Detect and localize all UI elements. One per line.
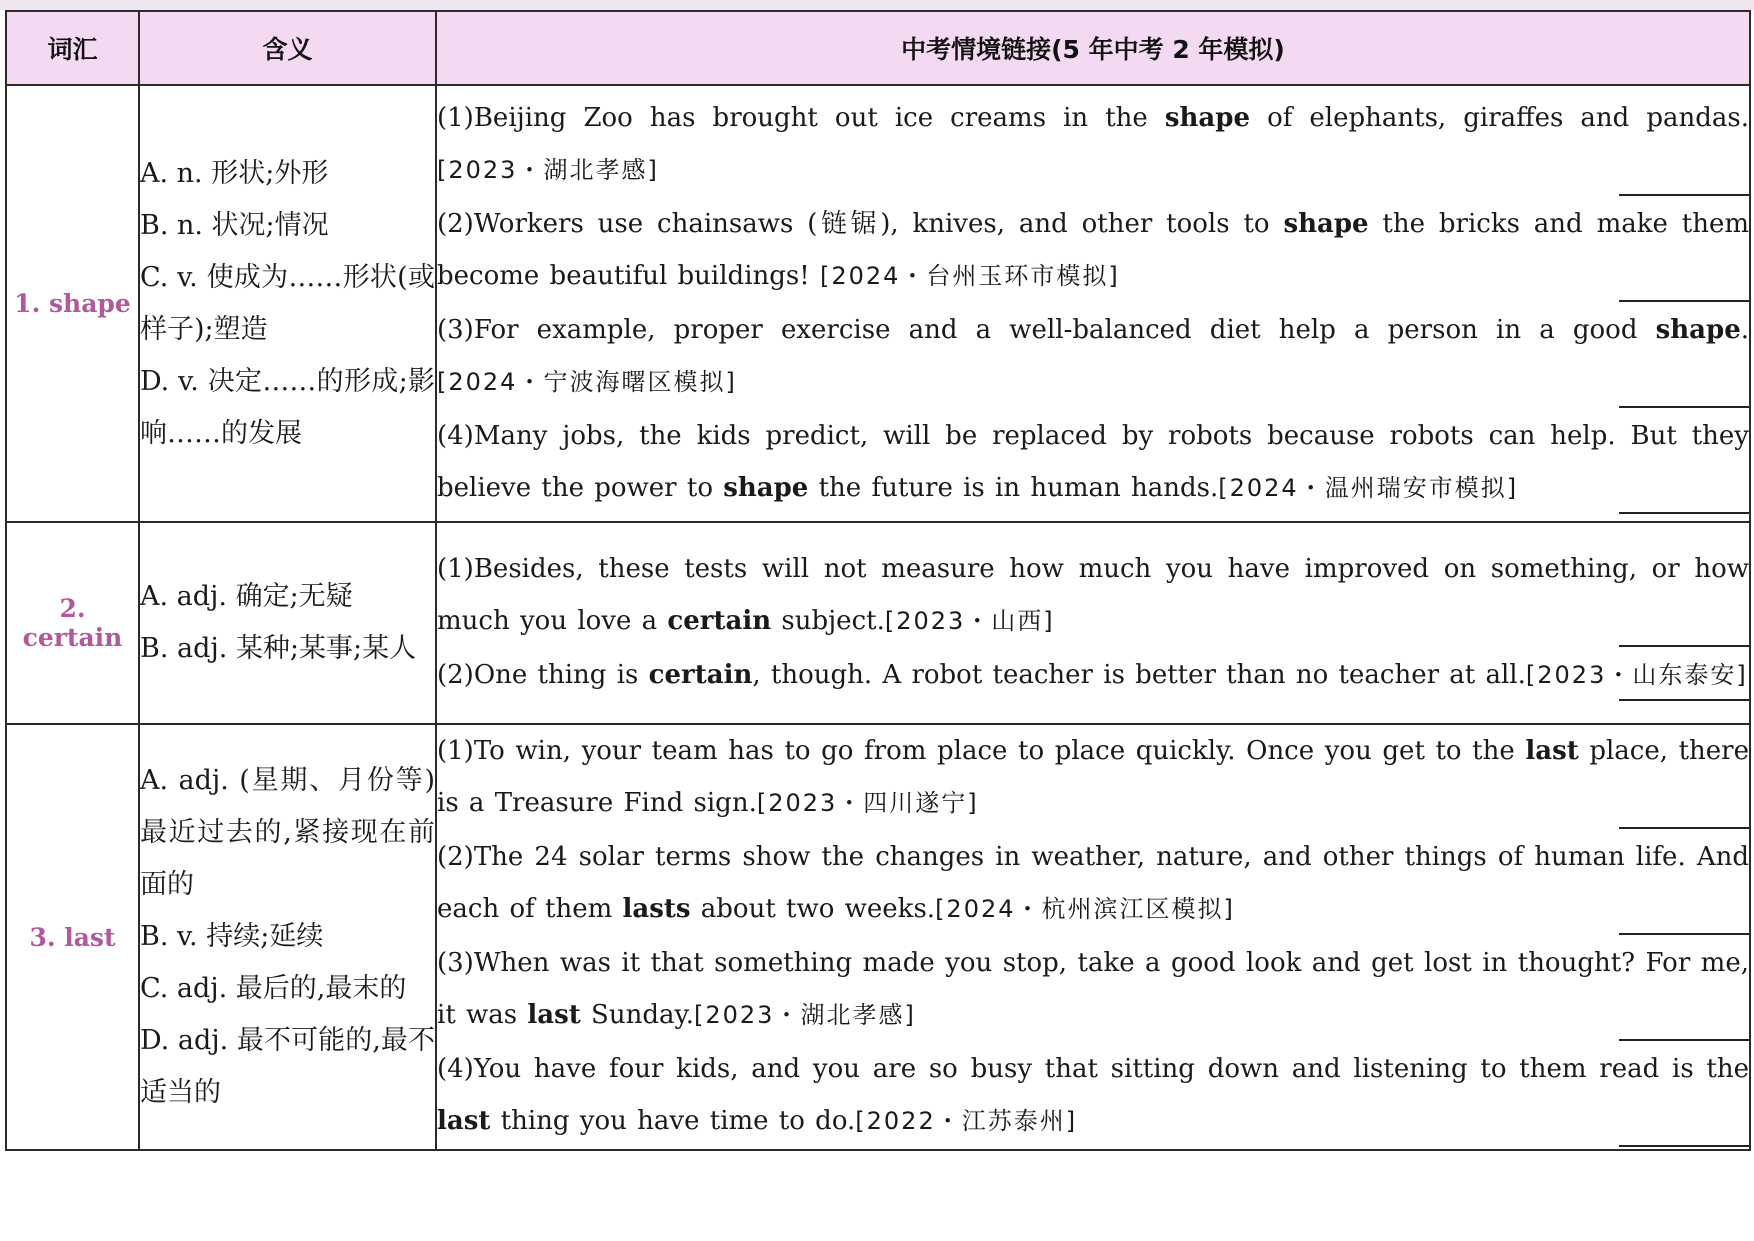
example-sentence	[437, 410, 1749, 514]
keyword: last	[437, 1106, 491, 1136]
example-text: .	[1740, 314, 1749, 345]
answer-blank[interactable]	[1619, 512, 1749, 514]
example-text: about two weeks.	[690, 894, 936, 924]
examples-cell	[436, 85, 1750, 522]
keyword: shape	[1655, 314, 1741, 345]
example-sentence	[437, 831, 1749, 935]
keyword: shape	[1283, 208, 1369, 239]
example-sentence	[437, 1043, 1749, 1147]
meaning-item: B. n. 状况;情况	[140, 209, 329, 241]
keyword: shape	[1164, 102, 1250, 133]
table-row	[6, 724, 1750, 1150]
meaning-item: A. adj. 确定;无疑	[140, 581, 353, 612]
source-tag: [2023・山西]	[884, 607, 1055, 635]
example-text: (2)The 24 solar terms show the changes in weather, nature, and other things of human life. And each of them	[437, 842, 1749, 924]
word-cell: 1. shape	[6, 85, 139, 522]
examples-cell	[436, 724, 1750, 1150]
header-row	[6, 11, 1750, 85]
source-tag: [2022・江苏泰州]	[855, 1107, 1078, 1135]
example-sentence	[437, 937, 1749, 1041]
meaning-item: D. v. 决定……的形成;影响……的发展	[140, 365, 435, 449]
word-cell: 3. last	[6, 724, 139, 1150]
answer-blank[interactable]	[1619, 645, 1749, 647]
example-text: of elephants, giraffes and pandas.	[1250, 102, 1750, 133]
meaning-cell	[139, 522, 436, 724]
example-text: Sunday.	[580, 1000, 694, 1030]
example-sentence	[437, 725, 1749, 829]
meaning-item: C. v. 使成为……形状(或样子);塑造	[140, 261, 435, 345]
example-text: place, there is a Treasure Find sign.	[437, 736, 1749, 818]
example-text: (4)You have four kids, and you are so busy that sitting down and listening to them read is the	[437, 1054, 1749, 1084]
header-meaning: 含义	[139, 11, 436, 85]
top-strip	[0, 0, 1754, 10]
meaning-cell	[139, 85, 436, 522]
answer-blank[interactable]	[1619, 827, 1749, 829]
example-text: the future is in human hands.	[808, 472, 1219, 503]
source-tag: [2023・湖北孝感]	[437, 155, 659, 184]
source-tag: [2024・杭州滨江区模拟]	[935, 895, 1235, 923]
example-text: (3)For example, proper exercise and a well-balanced diet help a person in a good	[437, 314, 1656, 345]
vocabulary-table	[5, 10, 1751, 1151]
source-tag: [2024・温州瑞安市模拟]	[1218, 473, 1519, 502]
meaning-item: A. adj. (星期、月份等)最近过去的,紧接现在前面的	[140, 765, 435, 900]
keyword: lasts	[622, 894, 691, 924]
table-row	[6, 85, 1750, 522]
example-sentence	[437, 649, 1749, 701]
example-text: thing you have time to do.	[490, 1106, 856, 1136]
example-text: the bricks and make them become beautiful buildings!	[437, 208, 1749, 291]
answer-blank[interactable]	[1619, 1145, 1749, 1147]
example-text: (4)Many jobs, the kids predict, will be replaced by robots because robots can help. But they believe the power to	[437, 420, 1749, 503]
answer-blank[interactable]	[1619, 406, 1749, 408]
examples-cell	[436, 522, 1750, 724]
answer-blank[interactable]	[1619, 194, 1749, 196]
source-tag: [2024・台州玉环市模拟]	[819, 261, 1120, 290]
example-sentence	[437, 198, 1749, 302]
meaning-item: B. v. 持续;延续	[140, 921, 324, 952]
example-sentence	[437, 304, 1749, 408]
example-text: (3)When was it that something made you stop, take a good look and get lost in thought? For me, it was	[437, 948, 1749, 1030]
example-sentence	[437, 543, 1749, 647]
meaning-item: C. adj. 最后的,最末的	[140, 973, 407, 1004]
answer-blank[interactable]	[1619, 1039, 1749, 1041]
example-text: (2)One thing is	[437, 660, 649, 690]
meaning-cell	[139, 724, 436, 1150]
header-word: 词汇	[6, 11, 139, 85]
example-text: , though. A robot teacher is better than no teacher at all.	[752, 660, 1526, 690]
example-text: (2)Workers use chainsaws (链锯), knives, and other tools to	[437, 208, 1284, 239]
example-text: (1)To win, your team has to go from place to place quickly. Once you get to the	[437, 736, 1526, 766]
keyword: certain	[648, 660, 753, 690]
word-cell: 2. certain	[6, 522, 139, 724]
source-tag: [2023・山东泰安]	[1525, 661, 1748, 689]
keyword: shape	[723, 472, 809, 503]
source-tag: [2023・四川遂宁]	[756, 789, 979, 817]
source-tag: [2024・宁波海曙区模拟]	[437, 367, 737, 396]
answer-blank[interactable]	[1619, 933, 1749, 935]
keyword: certain	[667, 606, 772, 636]
example-text: subject.	[771, 606, 885, 636]
meaning-item: A. n. 形状;外形	[140, 157, 329, 189]
example-sentence	[437, 92, 1749, 196]
source-tag: [2023・湖北孝感]	[694, 1001, 916, 1029]
meaning-item: D. adj. 最不可能的,最不适当的	[140, 1025, 435, 1108]
meaning-item: B. adj. 某种;某事;某人	[140, 633, 417, 664]
answer-blank[interactable]	[1619, 300, 1749, 302]
keyword: last	[1525, 736, 1579, 766]
table-row	[6, 522, 1750, 724]
keyword: last	[527, 1000, 581, 1030]
example-text: (1)Besides, these tests will not measure how much you have improved on something, or how much you love a	[437, 554, 1749, 636]
example-text: (1)Beijing Zoo has brought out ice creams in the	[437, 102, 1165, 133]
header-context: 中考情境链接(5 年中考 2 年模拟)	[436, 11, 1750, 85]
